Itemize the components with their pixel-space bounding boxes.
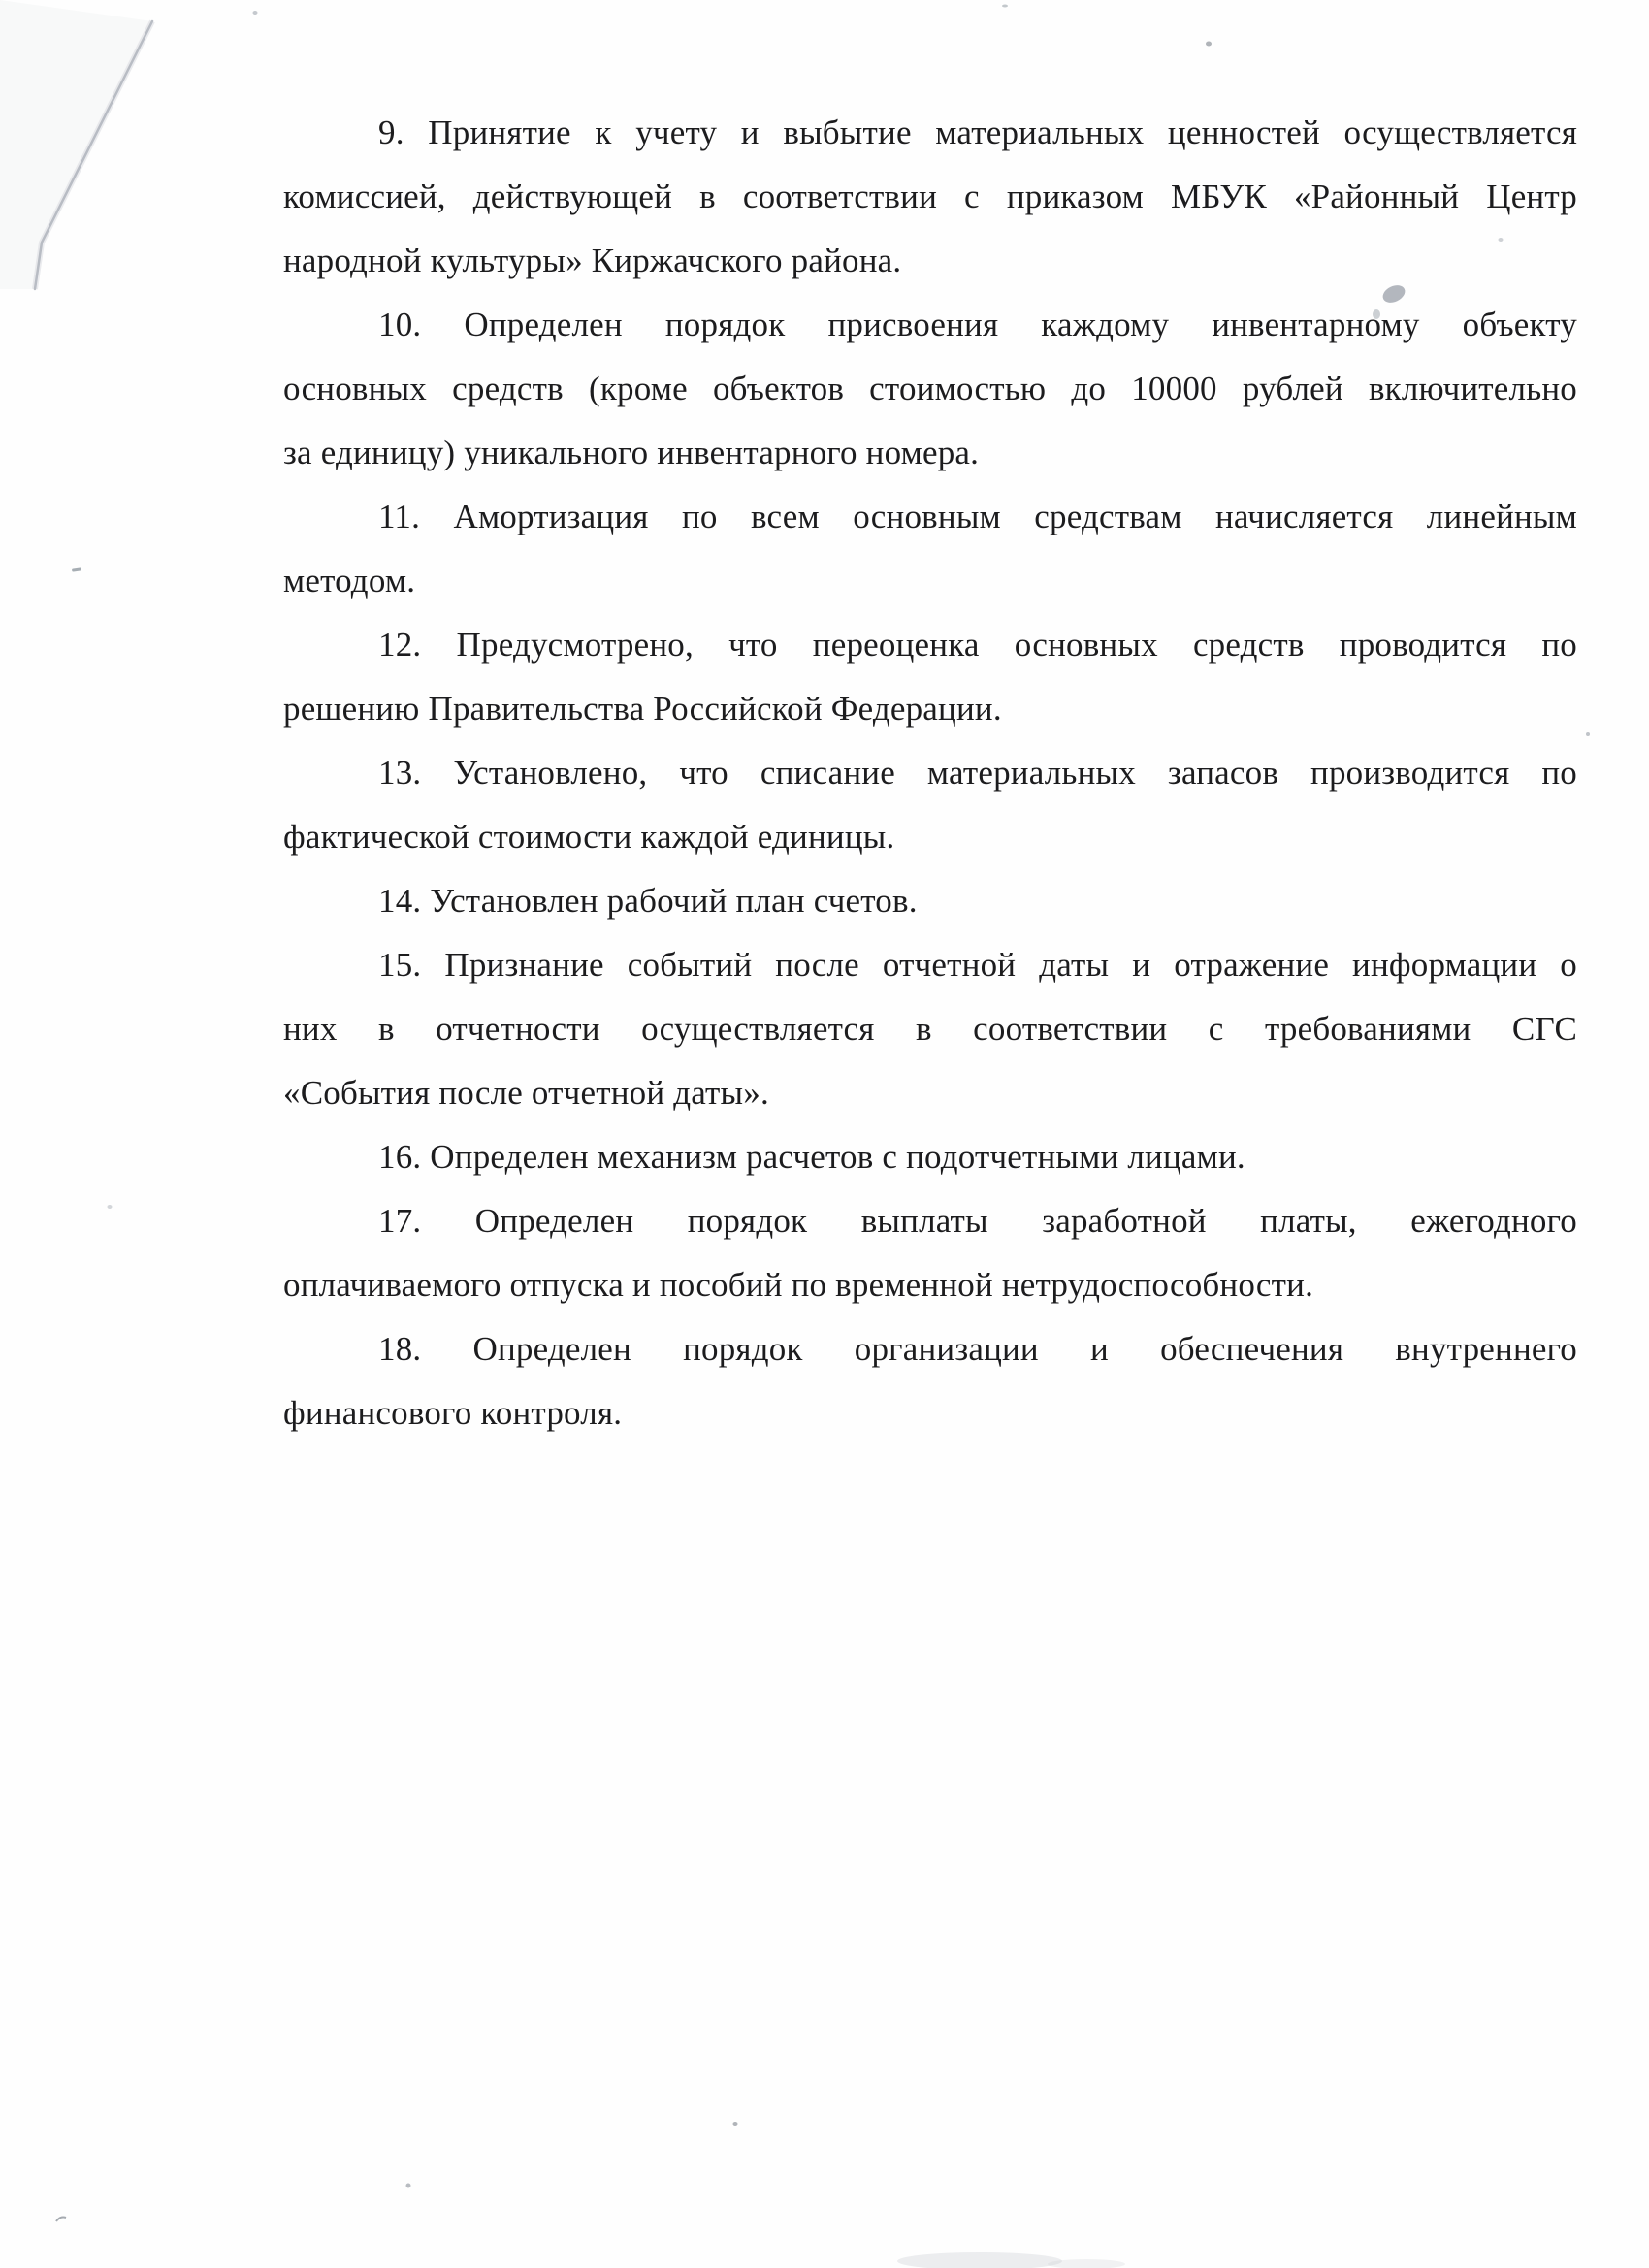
text-line: основных средств (кроме объектов стоимостью до 10000 рублей включительно <box>283 370 1577 407</box>
paragraph-12 <box>283 613 1577 741</box>
paragraph-14 <box>283 869 1577 933</box>
scan-edge-smudge <box>897 2252 1062 2268</box>
paragraph-18 <box>283 1317 1577 1445</box>
text-line: них в отчетности осуществляется в соответствии с требованиями СГС <box>283 1010 1577 1048</box>
text-line: «События после отчетной даты». <box>283 1074 769 1112</box>
document-text <box>283 101 1577 1445</box>
scan-speck <box>1586 732 1590 736</box>
paragraph-11 <box>283 485 1577 613</box>
text-line: 15. Признание событий после отчетной даты и отражение информации о <box>378 946 1577 984</box>
text-line: 13. Установлено, что списание материальных запасов производится по <box>378 754 1577 792</box>
paragraph-15 <box>283 933 1577 1125</box>
paragraph-13 <box>283 741 1577 869</box>
text-line: фактической стоимости каждой единицы. <box>283 818 895 856</box>
text-line: 14. Установлен рабочий план счетов. <box>378 882 918 920</box>
scan-speck <box>108 1205 113 1209</box>
text-line: 10. Определен порядок присвоения каждому инвентарному объекту <box>378 306 1577 343</box>
scan-corner-shadow <box>0 0 152 289</box>
text-line: 11. Амортизация по всем основным средствам начисляется линейным <box>378 498 1577 535</box>
text-line: народной культуры» Киржачского района. <box>283 242 902 279</box>
text-line: методом. <box>283 562 416 599</box>
scan-speck <box>56 2218 66 2222</box>
text-line: 16. Определен механизм расчетов с подотчетными лицами. <box>378 1138 1245 1176</box>
text-line: 12. Предусмотрено, что переоценка основных средств проводится по <box>378 626 1577 664</box>
text-line: комиссией, действующей в соответствии с приказом МБУК «Районный Центр <box>283 178 1577 215</box>
scan-speck <box>72 567 81 571</box>
text-line: решению Правительства Российской Федерации. <box>283 690 1002 728</box>
text-line: 17. Определен порядок выплаты заработной платы, ежегодного <box>378 1202 1577 1240</box>
scan-speck <box>1206 42 1212 47</box>
paragraph-10 <box>283 293 1577 485</box>
text-line: 9. Принятие к учету и выбытие материальных ценностей осуществляется <box>378 113 1577 151</box>
text-line: за единицу) уникального инвентарного номера. <box>283 434 980 471</box>
text-line: 18. Определен порядок организации и обеспечения внутреннего <box>378 1330 1577 1368</box>
scan-speck <box>1002 5 1008 8</box>
paragraph-16 <box>283 1125 1577 1189</box>
paragraph-9 <box>283 101 1577 293</box>
scan-speck <box>406 2184 411 2188</box>
text-line: финансового контроля. <box>283 1394 623 1432</box>
text-line: оплачиваемого отпуска и пособий по временной нетрудоспособности. <box>283 1266 1314 1304</box>
paragraph-17 <box>283 1189 1577 1317</box>
scan-speck <box>253 11 258 15</box>
scan-speck <box>733 2122 738 2126</box>
